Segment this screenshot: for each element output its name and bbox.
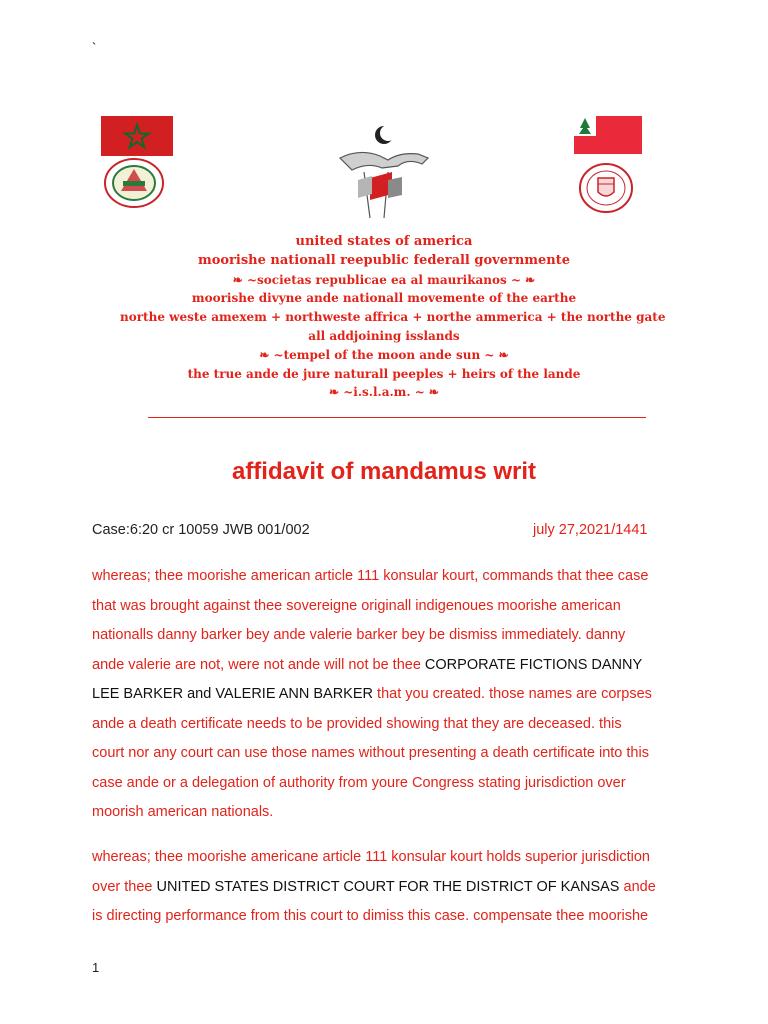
paragraph-line: that was brought against thee sovereigne originall indigenoues moorishe american <box>92 597 621 614</box>
paragraph-line: whereas; thee moorishe american article 111 konsular kourt, commands that thee case <box>92 568 649 584</box>
document-title: affidavit of mandamus writ <box>231 458 537 485</box>
corporate-fiction-names: VALERIE ANN BARKER <box>215 686 374 702</box>
paragraph-line <box>92 651 692 681</box>
left-seal-image <box>103 157 165 209</box>
crescent-handshake-emblem <box>330 120 440 220</box>
case-number: Case:6:20 cr 10059 JWB 001/002 <box>92 522 310 538</box>
paragraph-line: nationalls danny barker bey ande valerie barker bey be dismiss immediately. danny <box>92 627 626 643</box>
red-text: ande <box>619 878 656 895</box>
red-white-flag-image <box>574 116 642 154</box>
page-number: 1 <box>92 960 100 975</box>
corporate-fiction-names: LEE BARKER <box>92 686 184 702</box>
paragraph-line: moorish american nationals. <box>92 804 274 820</box>
letterhead-line: united states of america <box>295 234 473 249</box>
letterhead-line: ❧ ~societas republicae ea al maurikanos ~ ❧ <box>232 272 536 287</box>
right-seal-image <box>578 162 634 214</box>
paragraph-whereas-2 <box>92 843 692 932</box>
paragraph-line: whereas; thee moorishe americane article 111 konsular kourt holds superior jurisdiction <box>92 849 650 865</box>
paragraph-line: is directing performance from this court to dimiss this case. compensate thee moorishe <box>92 908 649 924</box>
stray-mark: ` <box>92 40 97 55</box>
court-name: UNITED STATES DISTRICT COURT FOR THE DISTRICT OF KANSAS <box>156 878 620 895</box>
letterhead-line: the true ande de jure naturall peeples + heirs of the lande <box>187 366 581 381</box>
paragraph-line <box>92 873 692 903</box>
red-text: ande valerie are not, were not ande will not be thee <box>92 656 425 673</box>
letterhead-line: ❧ ~tempel of the moon ande sun ~ ❧ <box>259 347 509 362</box>
red-text: that you created. those names are corpses <box>373 686 652 702</box>
letterhead-line: moorishe nationall reepublic federall governmente <box>197 252 571 268</box>
paragraph-line: case ande or a delegation of authority from youre Congress stating jurisdiction over <box>92 774 626 791</box>
letterhead-line: moorishe divyne ande nationall movemente of the earthe <box>191 291 577 306</box>
paragraph-line: court nor any court can use those names without presenting a death certificate into this <box>92 745 649 761</box>
paragraph-whereas-1 <box>92 562 692 828</box>
document-date: july 27,2021/1441 <box>533 522 648 538</box>
paragraph-line <box>92 680 692 710</box>
paragraph-line: ande a death certificate needs to be provided showing that they are deceased. this <box>92 715 622 732</box>
letterhead-line: northe weste amexem + northweste affrica + northe ammerica + the northe gate <box>120 310 666 325</box>
red-text: over thee <box>92 878 157 895</box>
letterhead-line: all addjoining isslands <box>308 328 460 343</box>
corporate-fiction-names: CORPORATE FICTIONS DANNY <box>424 656 643 673</box>
letterhead-text <box>120 233 666 402</box>
header-divider <box>148 417 646 418</box>
letterhead-line: ❧ ~i.s.l.a.m. ~ ❧ <box>329 385 439 400</box>
moroccan-flag-image <box>101 116 173 156</box>
conjunction-text: and <box>183 686 216 702</box>
